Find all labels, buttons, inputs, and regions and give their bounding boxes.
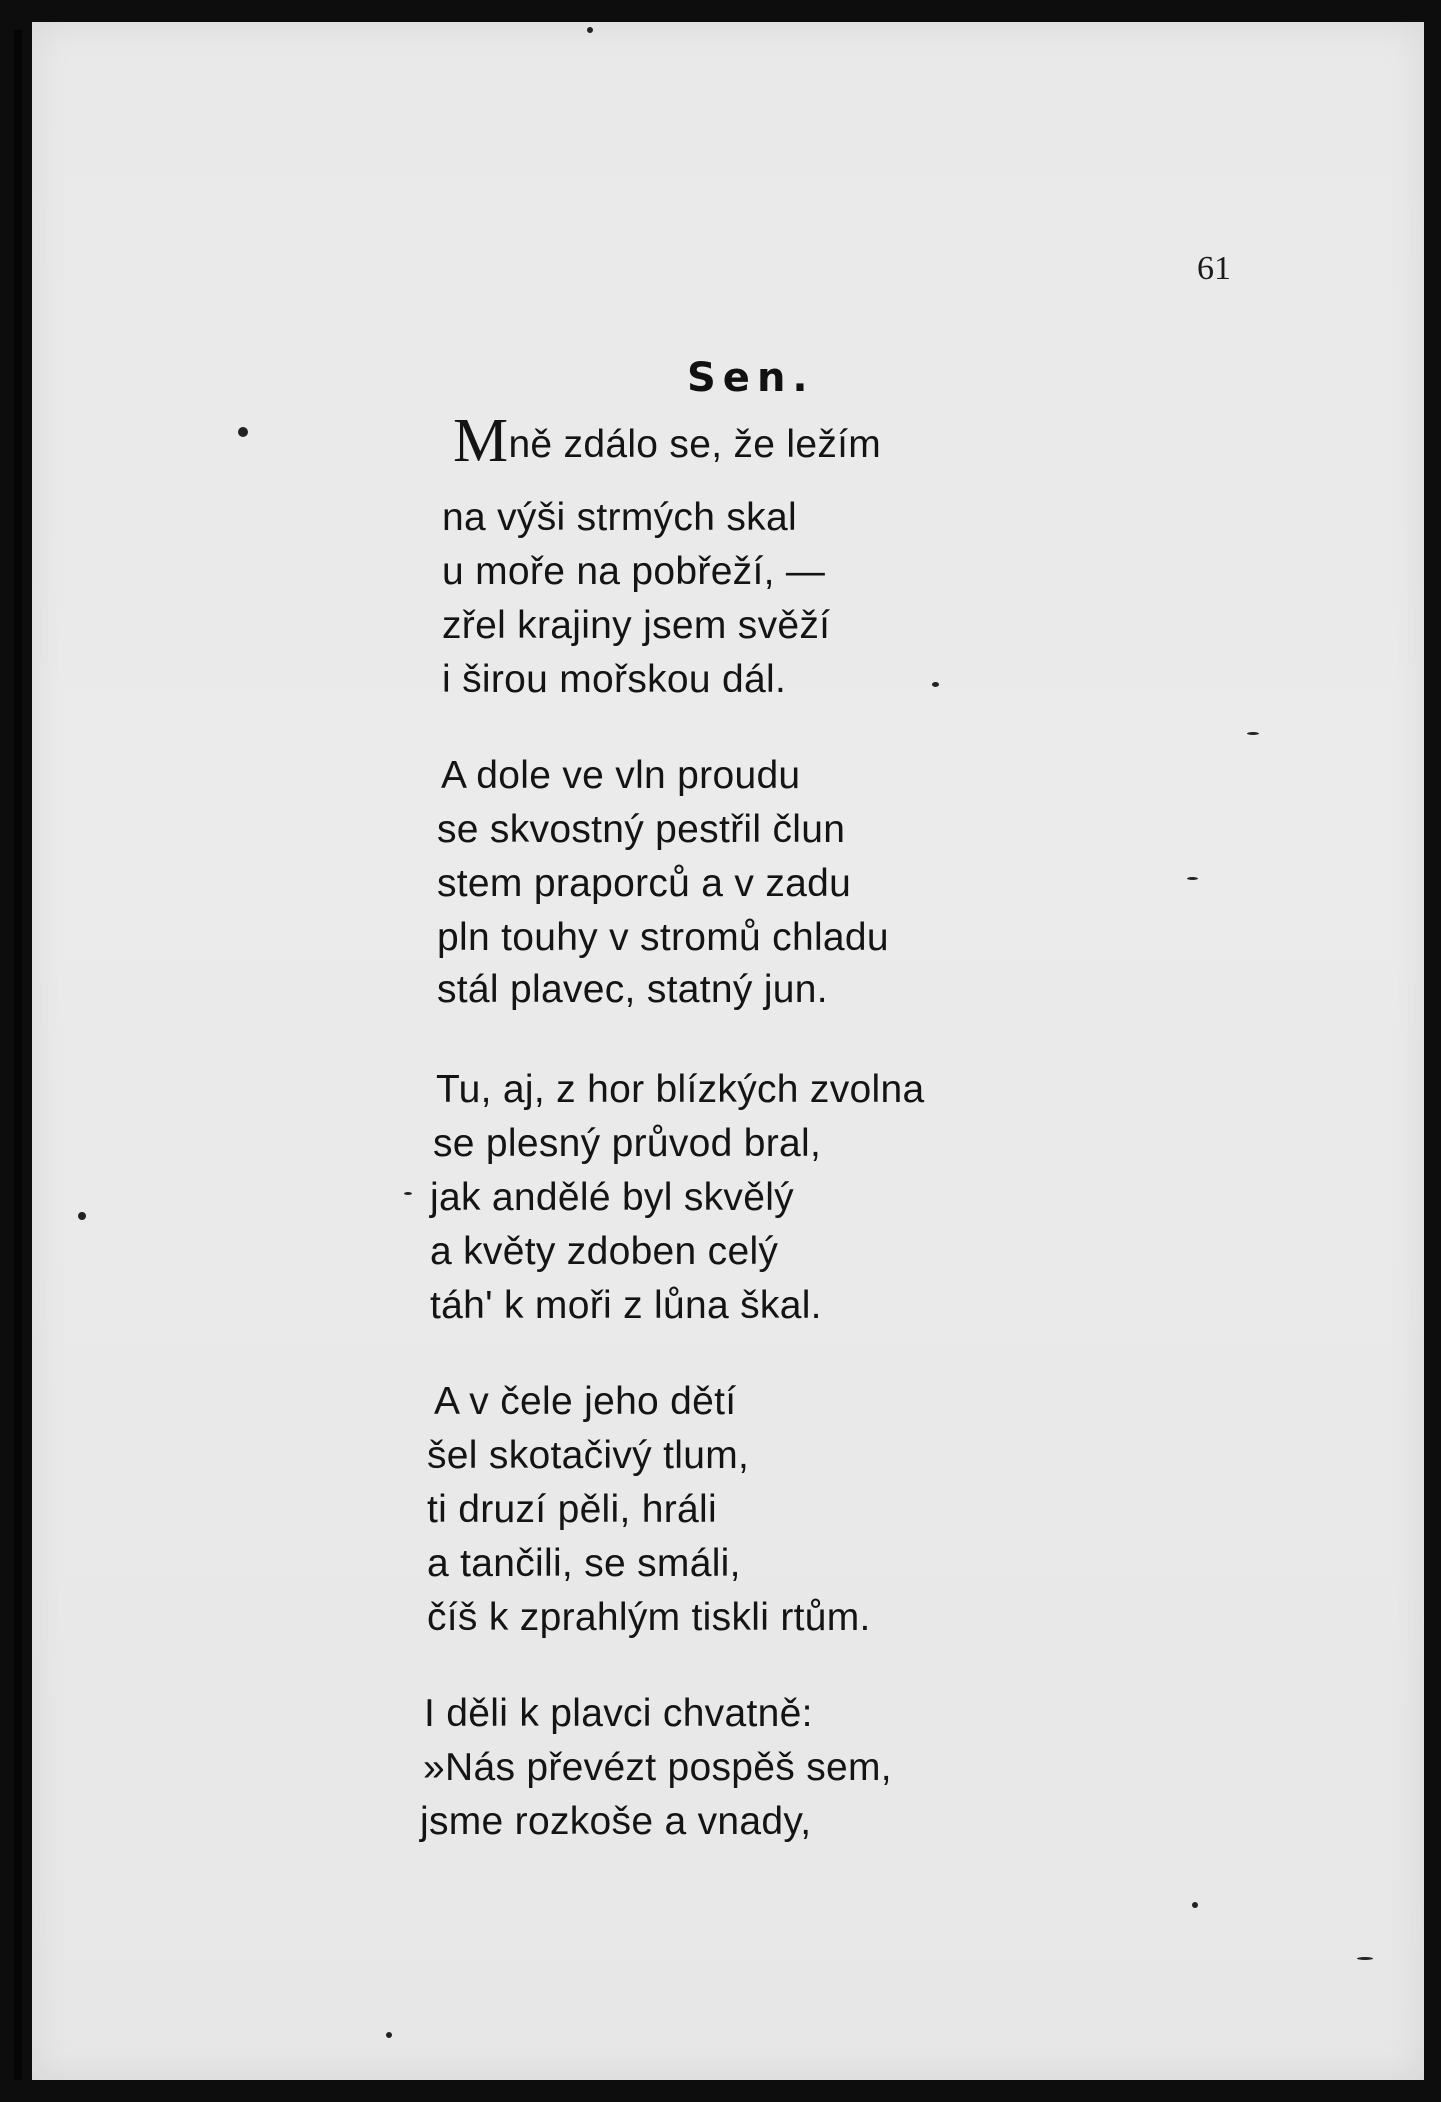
poem-line: Tu, aj, z hor blízkých zvolna <box>436 1068 925 1111</box>
drop-cap: M <box>453 407 509 475</box>
dust-speck <box>1247 732 1259 735</box>
poem-line: jak andělé byl skvělý <box>430 1176 794 1219</box>
dust-speck <box>1357 1957 1373 1960</box>
dust-speck <box>587 27 593 33</box>
poem-line: na výši strmých skal <box>442 496 797 539</box>
dust-speck <box>386 2032 392 2038</box>
poem-line: a květy zdoben celý <box>430 1230 779 1273</box>
dust-speck <box>78 1212 86 1220</box>
poem-line: A v čele jeho dětí <box>434 1380 737 1423</box>
poem-line: ti druzí pěli, hráli <box>427 1488 717 1531</box>
poem-line: a tančili, se smáli, <box>427 1542 741 1585</box>
dust-speck <box>238 427 248 437</box>
poem-line: jsme rozkoše a vnady, <box>420 1800 812 1843</box>
dust-speck <box>932 682 939 687</box>
poem-line: se plesný průvod bral, <box>433 1122 822 1165</box>
poem-line: i širou mořskou dál. <box>442 658 787 701</box>
page-number: 61 <box>1197 250 1231 287</box>
poem-title: Sen. <box>687 355 815 401</box>
poem-line: šel skotačivý tlum, <box>427 1434 750 1477</box>
dust-speck <box>404 1192 412 1195</box>
poem-line: stál plavec, statný jun. <box>437 968 828 1011</box>
poem-line: I děli k plavci chvatně: <box>424 1692 813 1735</box>
poem-line: Mně zdálo se, že ležím <box>453 407 882 475</box>
poem-line: stem praporců a v zadu <box>437 862 852 905</box>
poem-line: se skvostný pestřil člun <box>437 808 846 851</box>
dust-speck <box>1187 877 1198 880</box>
poem-line: »Nás převézt pospěš sem, <box>423 1746 892 1789</box>
page-edge-shadow <box>14 30 22 2080</box>
dust-speck <box>1192 1902 1198 1908</box>
poem-body <box>32 22 1424 2080</box>
book-page <box>32 22 1424 2080</box>
poem-line: A dole ve vln proudu <box>441 754 801 797</box>
poem-line: číš k zprahlým tiskli rtům. <box>427 1596 871 1639</box>
poem-line: zřel krajiny jsem svěží <box>442 604 831 647</box>
poem-line: táh' k moři z lůna škal. <box>430 1284 822 1327</box>
poem-line: pln touhy v stromů chladu <box>437 916 889 959</box>
poem-line: u moře na pobřeží, — <box>442 550 826 593</box>
